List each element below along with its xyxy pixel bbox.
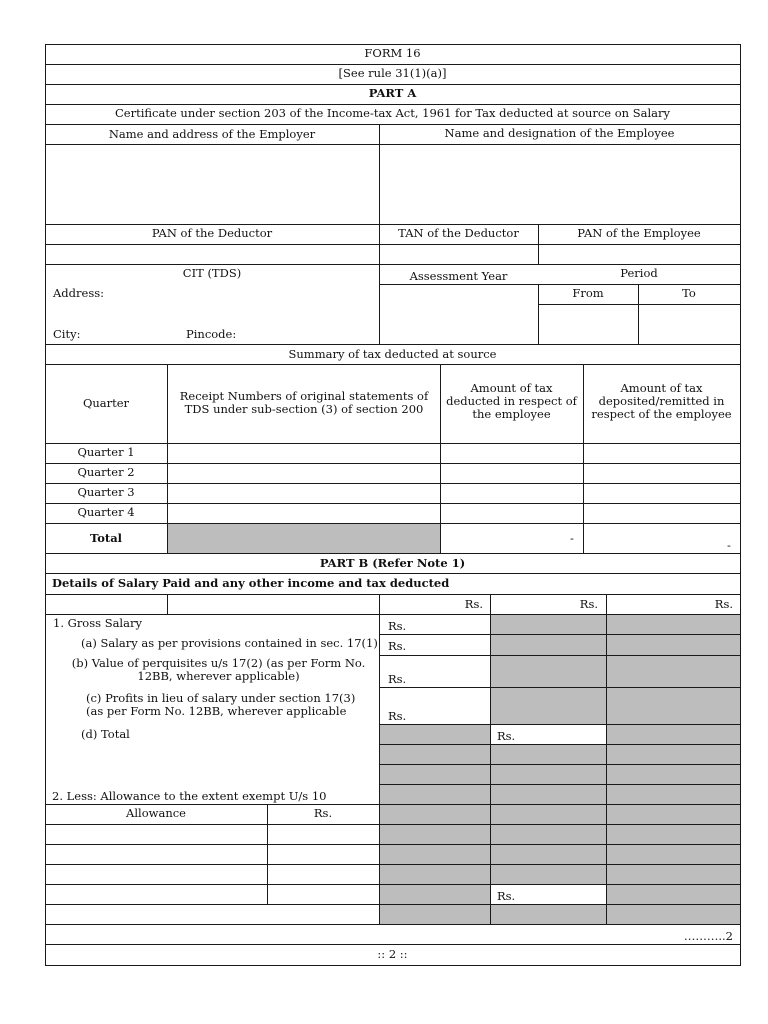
shade-r11 <box>379 844 740 864</box>
details-heading: Details of Salary Paid and any other income and tax deducted <box>52 576 450 590</box>
quarter-3-label: Quarter 3 <box>77 485 135 499</box>
rs-header-col3: Rs. <box>464 597 483 611</box>
assessment-year-label: Assessment Year <box>409 269 508 283</box>
cit-tds-label: CIT (TDS) <box>182 266 242 280</box>
col-amount-deposited-header: Amount of tax deposited/remitted in respect of the employee <box>591 381 732 421</box>
shade-col4-r4 <box>490 687 740 724</box>
tan-deductor-label: TAN of the Deductor <box>398 226 519 240</box>
part-a-heading: PART A <box>368 86 417 100</box>
rs-header-col4: Rs. <box>579 597 598 611</box>
allowance-rs-header: Rs. <box>313 806 333 820</box>
total-deposited-value: - <box>727 538 731 552</box>
rs-header-col5: Rs. <box>714 597 733 611</box>
shade-r14 <box>379 904 740 924</box>
pan-employee-label: PAN of the Employee <box>577 226 701 240</box>
shade-col4-r2 <box>490 635 740 655</box>
shade-col5-r13 <box>606 884 740 904</box>
item-d-label: (d) Total <box>81 727 130 741</box>
employer-label: Name and address of the Employer <box>108 127 316 141</box>
period-to-label: To <box>682 286 696 300</box>
shade-r8 <box>379 784 740 804</box>
col-receipt-header: Receipt Numbers of original statements of TDS under sub-section (3) of section 200 <box>179 389 429 416</box>
part-b-heading: PART B (Refer Note 1) <box>319 556 466 570</box>
shade-col5-r5 <box>606 724 740 744</box>
total-label: Total <box>89 531 123 545</box>
quarter-2-label: Quarter 2 <box>77 465 135 479</box>
quarter-4-label: Quarter 4 <box>77 505 135 519</box>
gross-salary-label: 1. Gross Salary <box>53 616 142 630</box>
col-quarter-header: Quarter <box>82 396 130 410</box>
page-number: :: 2 :: <box>377 947 408 961</box>
pincode-label: Pincode: <box>186 327 237 341</box>
city-label: City: <box>53 327 81 341</box>
shade-col3-r5 <box>379 724 490 744</box>
shade-r7 <box>379 764 740 784</box>
col-amount-deducted-header: Amount of tax deducted in respect of the employee <box>446 381 577 421</box>
shade-r10 <box>379 824 740 844</box>
address-label: Address: <box>53 286 105 300</box>
rs-item-a: Rs. <box>388 639 407 653</box>
period-from-label: From <box>572 286 604 300</box>
form-title: FORM 16 <box>364 46 421 60</box>
rule-reference: [See rule 31(1)(a)] <box>338 66 447 80</box>
shade-r6 <box>379 744 740 764</box>
total-receipt-shade <box>168 524 440 553</box>
item-c-label: (c) Profits in lieu of salary under section 17(3) (as per Form No. 12BB, wherever applicable <box>86 691 356 718</box>
rs-gross-salary: Rs. <box>388 619 407 633</box>
shade-col4-r1 <box>490 614 740 635</box>
total-deducted-value: - <box>570 531 574 545</box>
certificate-text: Certificate under section 203 of the Income-tax Act, 1961 for Tax deducted at source on Salary <box>114 106 670 120</box>
shade-col4-r3 <box>490 655 740 687</box>
shade-r9 <box>379 804 740 824</box>
rs-item-d: Rs. <box>497 729 516 743</box>
item-a-label: (a) Salary as per provisions contained in sec. 17(1) <box>81 636 378 650</box>
rs-item-b: Rs. <box>388 672 407 686</box>
allowance-header: Allowance <box>126 806 186 820</box>
less-allowance-label: 2. Less: Allowance to the extent exempt U/s 10 <box>52 789 327 803</box>
period-label: Period <box>620 266 658 280</box>
employee-label: Name and designation of the Employee <box>444 126 675 140</box>
summary-title: Summary of tax deducted at source <box>288 347 497 361</box>
rs-allowance-total: Rs. <box>497 889 516 903</box>
continued-marker: ………..2 <box>683 929 733 943</box>
rs-item-c: Rs. <box>388 709 407 723</box>
shade-r12 <box>379 864 740 884</box>
item-b-label: (b) Value of perquisites u/s 17(2) (as per Form No. 12BB, wherever applicable) <box>71 656 366 683</box>
pan-deductor-label: PAN of the Deductor <box>151 226 273 240</box>
quarter-1-label: Quarter 1 <box>77 445 135 459</box>
shade-col3-r13 <box>379 884 490 904</box>
